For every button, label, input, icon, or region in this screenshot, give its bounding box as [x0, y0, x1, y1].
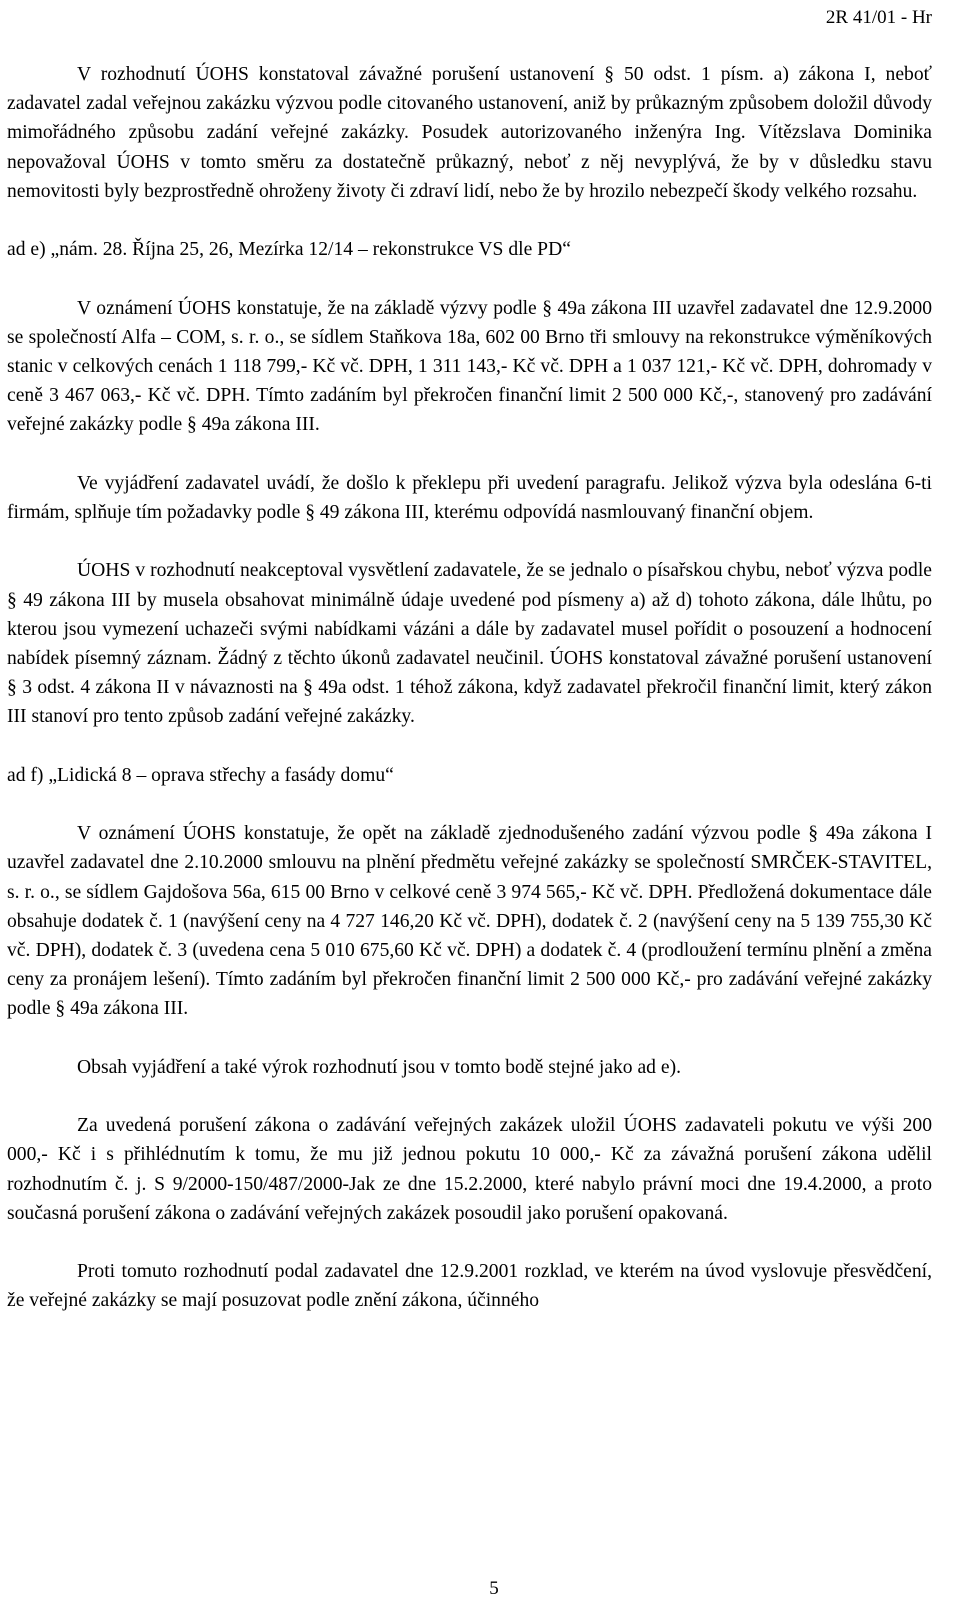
document-body [7, 60, 932, 1316]
section-heading-ad-e: ad e) „nám. 28. Října 25, 26, Mezírka 12/14 – rekonstrukce VS dle PD“ [7, 239, 571, 261]
paragraph-contracting-statement: Ve vyjádření zadavatel uvádí, že došlo k překlepu při uvedení paragrafu. Jelikož výzva byla odeslána 6-ti firmám, splňuje tím požadavky podle § 49 zákona III, kterému odpovídá nasmlouvaný finanční objem. [7, 472, 932, 523]
paragraph-decision-summary: V rozhodnutí ÚOHS konstatoval závažné porušení ustanovení § 50 odst. 1 písm. a) zákona I, neboť zadavatel zadal veřejnou zakázku výzvou podle citovaného ustanovení, aniž by průkazným způsobem doložil důvody mimořádného způsobu zadání veřejné zakázky. Posudek autorizovaného inženýra Ing. Vítězslava Dominika nepovažoval ÚOHS v tomto směru za dostatečně průkazný, neboť z něj nevyplývá, že by v důsledku stavu nemovitosti byly bezprostředně ohroženy životy či zdraví lidí, nebo že by hrozilo nebezpečí škody velkého rozsahu. [7, 64, 932, 202]
section-heading-ad-f: ad f) „Lidická 8 – oprava střechy a fasády domu“ [7, 764, 394, 786]
paragraph-office-decision: ÚOHS v rozhodnutí neakceptoval vysvětlení zadavatele, že se jednalo o písařskou chybu, neboť výzva podle § 49 zákona III by musela obsahovat minimálně údaje uvedené pod písmeny a) až d) tohoto zákona, dále lhůtu, po kterou jsou vymezení uchazeči svými nabídkami vázáni a dále by zadavatel musel pořídit o posouzení a hodnocení nabídek písemný záznam. Žádný z těchto úkonů zadavatel neučinil. ÚOHS konstatoval závažné porušení ustanovení § 3 odst. 4 zákona II v návaznosti na § 49a odst. 1 téhož zákona, když zadavatel překročil finanční limit, který zákon III stanoví pro tento způsob zadání veřejné zakázky. [7, 560, 932, 728]
paragraph-notice-alfa-com: V oznámení ÚOHS konstatuje, že na základě výzvy podle § 49a zákona III uzavřel zadavatel dne 12.9.2000 se společností Alfa – COM, s. r. o., se sídlem Staňkova 18a, 602 00 Brno tři smlouvy na rekonstrukce výměníkových stanic v celkových cenách 1 118 799,- Kč vč. DPH, 1 311 143,- Kč vč. DPH a 1 037 121,- Kč vč. DPH, dohromady v ceně 3 467 063,- Kč vč. DPH. Tímto zadáním byl překročen finanční limit 2 500 000 Kč,-, stanovený pro zadávání veřejné zakázky podle § 49a zákona III. [7, 297, 932, 436]
paragraph-appeal: Proti tomuto rozhodnutí podal zadavatel dne 12.9.2001 rozklad, ve kterém na úvod vyslovuje přesvědčení, že veřejné zakázky se mají posuzovat podle znění zákona, účinného [7, 1261, 932, 1312]
paragraph-notice-smrcek: V oznámení ÚOHS konstatuje, že opět na základě zjednodušeného zadání výzvou podle § 49a zákona I uzavřel zadavatel dne 2.10.2000 smlouvu na plnění předmětu veřejné zakázky se společností SMRČEK-STAVITEL, s. r. o., se sídlem Gajdošova 56a, 615 00 Brno v celkové ceně 3 974 565,- Kč vč. DPH. Předložená dokumentace dále obsahuje dodatek č. 1 (navýšení ceny na 4 727 146,20 Kč vč. DPH), dodatek č. 2 (navýšení ceny na 5 139 755,30 Kč vč. DPH), dodatek č. 3 (uvedena cena 5 010 675,60 Kč vč. DPH) a dodatek č. 4 (prodloužení termínu plnění a změna ceny za pronájem lešení). Tímto zadáním byl překročen finanční limit 2 500 000 Kč,- pro zadávání veřejné zakázky podle § 49a zákona III. [7, 823, 932, 1020]
paragraph-same-as-ad-e: Obsah vyjádření a také výrok rozhodnutí jsou v tomto bodě stejné jako ad e). [77, 1056, 681, 1078]
paragraph-penalty: Za uvedená porušení zákona o zadávání veřejných zakázek uložil ÚOHS zadavateli pokutu ve výši 200 000,- Kč i s přihlédnutím k tomu, že mu již jednou pokutu 10 000,- Kč za závažná porušení zákona udělil rozhodnutím č. j. S 9/2000-150/487/2000-Jak ze dne 15.2.2000, které nabylo právní moci dne 19.4.2000, a proto současná porušení zákona o zadávání veřejných zakázek posoudil jako porušení opakovaná. [7, 1115, 932, 1224]
page-number: 5 [489, 1578, 499, 1599]
page-number-footer [0, 1577, 960, 1601]
document-reference: 2R 41/01 - Hr [825, 7, 932, 28]
